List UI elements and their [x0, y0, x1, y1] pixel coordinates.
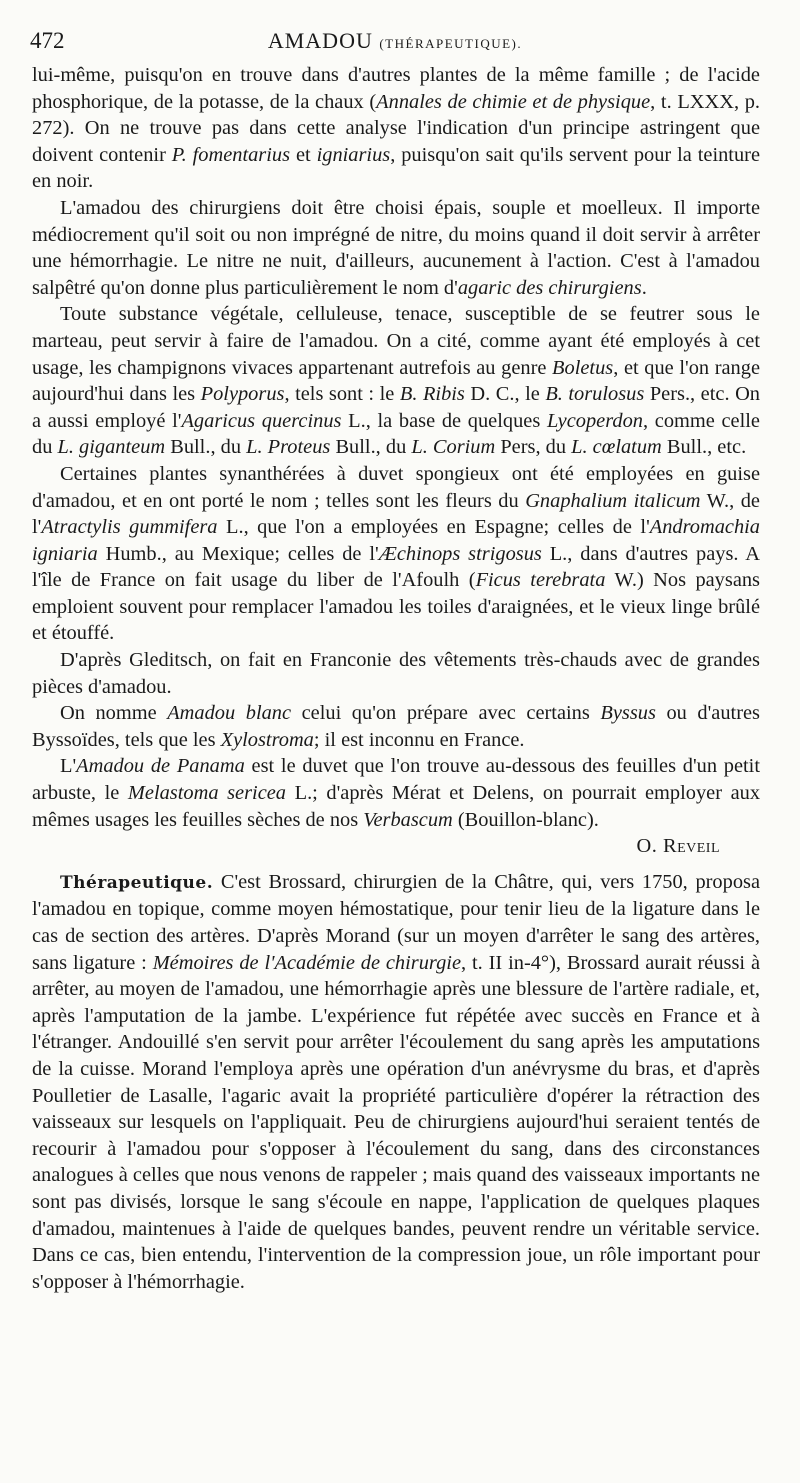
text-run: D'après Gleditsch, on fait en Franconie des vêtements très-chauds avec de grandes pièces d'amadou.	[32, 649, 760, 698]
text-run: , t. II in-4°), Brossard aurait réussi à arrêter, au moyen de l'amadou, une hémorrhagie après une blessure de l'artère radiale, et, après l'amputation de la jambe. L'expérience fut répétée avec succès en France et à l'étranger. Andouillé s'en servit pour arrêter l'écoulement du sang après les amputations de la cuisse. Morand l'employa après une opération d'un anévrysme du bras, et d'après Poulletier de Lasalle, l'agaric avait la propriété particulière d'opérer la rétraction des vaisseaux sur lesquels on l'appliquait. Peu de chirurgiens aujourd'hui seraient tentés de recourir à l'amadou pour s'opposer à l'écoulement du sang, dans des circonstances analogues à celles que nous venons de rappeler ; mais quand des vaisseaux importants ne sont pas divisés, lorsque le sang s'écoule en nappe, l'application de quelques plaques d'amadou, maintenues à l'aide de quelques bandes, peuvent rendre un véritable service. Dans ce cas, bien entendu, l'intervention de la compression joue, un rôle important pour s'opposer à l'hémorrhagie.	[32, 951, 760, 1293]
italic-run: Mémoires de l'Académie de chirurgie	[152, 951, 462, 974]
italic-run: Gnaphalium italicum	[525, 489, 701, 512]
paragraph-synantherees	[32, 461, 760, 647]
italic-run: L. giganteum	[57, 436, 166, 459]
italic-run: P. fomentarius	[171, 143, 291, 166]
section-spacer	[32, 860, 760, 869]
italic-run: B. Ribis	[399, 383, 465, 406]
paragraph-analysis	[32, 62, 760, 195]
text-run: et	[290, 143, 317, 166]
page-header	[30, 28, 760, 60]
italic-run: Xylostroma	[220, 728, 314, 751]
running-title-subtitle: (THÉRAPEUTIQUE).	[379, 36, 523, 51]
text-run: L., que l'on a employées en Espagne; celles de l'	[217, 516, 650, 539]
text-run: Bull., du	[330, 436, 412, 459]
paragraph-gleditsch	[32, 647, 760, 700]
italic-run: Lycoperdon	[546, 409, 643, 432]
text-run: L'	[60, 755, 77, 778]
text-run: , puisqu'on sait qu'ils servent pour la teinture en noir.	[32, 143, 761, 193]
italic-run: B. torulosus	[545, 383, 645, 406]
text-run: L., la base de quelques	[341, 409, 547, 432]
text-run: W.) Nos paysans emploient souvent pour remplacer l'amadou les toiles d'araignées, et le vieux linge brûlé et étouffé.	[32, 569, 760, 645]
author-signature: O. Reveil	[636, 835, 720, 858]
italic-run: agaric des chirurgiens	[457, 276, 642, 299]
text-run: celui qu'on prépare avec certains	[291, 702, 601, 725]
italic-run: Verbascum	[363, 808, 453, 831]
text-run: L., dans d'autres pays. A l'île de France on fait usage du liber de l'Afoulh (	[32, 542, 760, 592]
paragraph-therapeutique	[32, 869, 760, 1296]
paragraph-amadou-blanc	[32, 700, 760, 753]
article-body	[32, 62, 760, 1295]
running-title-main: AMADOU	[267, 28, 373, 53]
text-run: Pers, du	[495, 436, 572, 459]
italic-run: Annales de chimie et de physique	[376, 90, 651, 113]
italic-run: Amadou de Panama	[76, 755, 245, 778]
text-run: lui-même, puisqu'on en trouve dans d'autres plantes de la même famille ; de l'acide phosphorique, de la potasse, de la chaux (	[32, 64, 760, 113]
italic-run: Amadou blanc	[167, 702, 292, 725]
text-run: Certaines plantes synanthérées à duvet spongieux ont été employées en guise d'amadou, et en ont porté le nom ; telles sont les fleurs du	[32, 462, 760, 512]
text-run: (Bouillon-blanc).	[452, 808, 599, 831]
italic-run: Ficus terebrata	[475, 569, 606, 592]
text-run: , comme celle du	[32, 409, 760, 459]
text-run: Bull., etc.	[661, 436, 747, 459]
text-run: , t. LXXX, p. 272). On ne trouve pas dans cette analyse l'indication d'un principe astringent que doivent contenir	[32, 90, 760, 166]
paragraph-amadou-chirurgiens	[32, 195, 760, 301]
italic-run: L. Corium	[411, 436, 496, 459]
text-run: D. C., le	[464, 383, 546, 406]
italic-run: Atractylis gummifera	[41, 516, 218, 539]
italic-run: Byssus	[600, 702, 656, 725]
text-run: ; il est inconnu en France.	[313, 728, 525, 751]
text-run: Toute substance végétale, celluleuse, tenace, susceptible de se feutrer sous le marteau, peut servir à faire de l'amadou. On a cité, comme ayant été employés à cet usage, les champignons vivaces appartenant autrefois au genre	[32, 303, 760, 379]
text-run: L.; d'après Mérat et Delens, on pourrait employer aux mêmes usages les feuilles sèches de nos	[32, 782, 761, 831]
paragraph-amadou-panama	[32, 753, 760, 833]
text-run: , et que l'on range aujourd'hui dans les	[32, 356, 760, 406]
italic-run: Andromachia igniaria	[32, 516, 760, 565]
text-run: W., de l'	[32, 489, 760, 539]
text-run: Bull., du	[165, 436, 247, 459]
text-run: est le duvet que l'on trouve au-dessous des feuilles d'un petit arbuste, le	[32, 755, 760, 805]
italic-run: Æchinops strigosus	[378, 542, 542, 565]
text-run: , tels sont : le	[284, 383, 400, 406]
italic-run: Agaricus quercinus	[181, 409, 342, 432]
text-run: L'amadou des chirurgiens doit être choisi épais, souple et moelleux. Il importe médiocrement qu'il soit ou non imprégné de nitre, du moins quand il doit servir à arrêter une hémorrhagie. Le nitre ne nuit, d'ailleurs, aucunement à l'action. C'est à l'amadou salpêtré qu'on donne plus particulièrement le nom d'	[32, 196, 760, 299]
text-run: C'est Brossard, chirurgien de la Châtre, qui, vers 1750, proposa l'amadou en topique, comme moyen hémostatique, pour tenir lieu de la ligature dans le cas de section des artères. D'après Morand (sur un moyen d'arrêter le sang des artères, sans ligature :	[32, 870, 760, 974]
running-title	[30, 28, 760, 54]
page-number: 472	[30, 28, 65, 53]
italic-run: L. cœlatum	[571, 436, 662, 459]
italic-run: igniarius	[316, 143, 391, 166]
italic-run: Polyporus	[200, 383, 285, 406]
text-run: ou d'autres Byssoïdes, tels que les	[32, 702, 760, 751]
text-run: .	[641, 276, 647, 299]
italic-run: Melastoma sericea	[127, 782, 287, 805]
text-run: On nomme	[60, 702, 168, 725]
section-heading: Thérapeutique.	[60, 872, 214, 893]
text-run: Pers., etc. On a aussi employé l'	[32, 383, 760, 432]
text-run: Humb., au Mexique; celles de l'	[97, 542, 379, 565]
italic-run: L. Proteus	[246, 436, 331, 459]
italic-run: Boletus	[552, 356, 614, 379]
paragraph-substances	[32, 301, 760, 461]
